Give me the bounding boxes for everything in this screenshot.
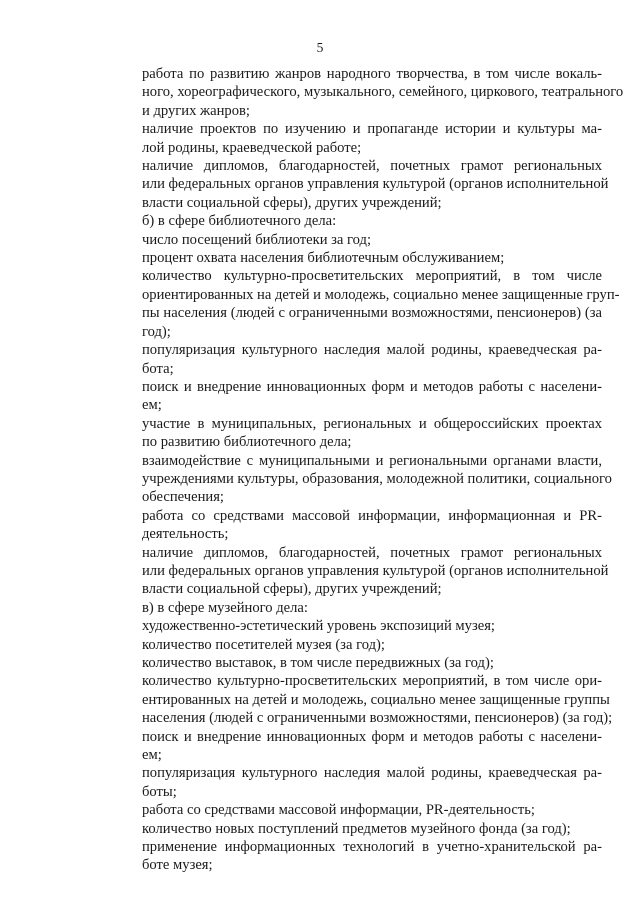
text-line: или федеральных органов управления культурой (органов исполнительной: [142, 176, 609, 193]
paragraph: [104, 672, 613, 727]
text-line: количество культурно-просветительских мероприятий, в том числе: [142, 268, 602, 285]
text-line: наличие дипломов, благодарностей, почетных грамот региональных: [142, 158, 602, 175]
text-line: ного, хореографического, музыкального, семейного, циркового, театрального: [142, 84, 624, 101]
text-line: наличие проектов по изучению и пропаганде истории и культуры ма-: [142, 121, 602, 138]
text-line: популяризация культурного наследия малой родины, краеведческая ра-: [142, 765, 602, 782]
paragraph: [104, 544, 609, 599]
text-line: работа по развитию жанров народного творчества, в том числе вокаль-: [142, 66, 602, 82]
paragraph: [104, 249, 602, 267]
text-line: или федеральных органов управления культурой (органов исполнительной: [142, 562, 609, 579]
text-line: год);: [142, 323, 171, 340]
text-line: населения (людей с ограниченными возможностями, пенсионеров) (за год);: [142, 710, 613, 727]
text-line: число посещений библиотеки за год;: [142, 231, 372, 248]
text-line: ем;: [142, 747, 162, 764]
text-line: работа со средствами массовой информации, информационная и PR-: [142, 507, 602, 524]
page-number: 5: [316, 40, 324, 55]
text-line: популяризация культурного наследия малой родины, краеведческая ра-: [142, 342, 602, 359]
text-line: количество посетителей музея (за год);: [142, 636, 385, 653]
text-line: б) в сфере библиотечного дела:: [142, 213, 337, 230]
text-line: применение информационных технологий в учетно-хранительской ра-: [142, 839, 602, 856]
text-line: учреждениями культуры, образования, молодежной политики, социального: [142, 470, 612, 487]
paragraph: [104, 452, 612, 507]
text-line: по развитию библиотечного дела;: [142, 434, 352, 451]
text-line: взаимодействие с муниципальными и региональными органами власти,: [142, 452, 602, 469]
paragraph: [104, 636, 602, 654]
text-line: наличие дипломов, благодарностей, почетных грамот региональных: [142, 544, 602, 561]
text-line: деятельность;: [142, 526, 229, 543]
text-line: и других жанров;: [142, 102, 250, 119]
text-line: власти социальной сферы), других учреждений;: [142, 194, 442, 211]
text-line: процент охвата населения библиотечным обслуживанием;: [142, 250, 505, 267]
text-line: участие в муниципальных, региональных и общероссийских проектах: [142, 415, 602, 432]
paragraph: [104, 65, 624, 120]
text-line: работа со средствами массовой информации, PR-деятельность;: [142, 802, 535, 819]
paragraph: [104, 838, 602, 875]
paragraph: [104, 267, 620, 341]
paragraph: [104, 617, 602, 635]
paragraph: [104, 120, 602, 157]
text-line: ориентированных на детей и молодежь, социально менее защищенные груп-: [142, 286, 620, 303]
paragraph: [104, 415, 602, 452]
text-line: количество выставок, в том числе передвижных (за год);: [142, 655, 494, 671]
text-line: пы населения (людей с ограниченными возможностями, пенсионеров) (за: [142, 305, 602, 322]
text-line: лой родины, краеведческой работе;: [142, 139, 362, 156]
paragraph: [104, 157, 609, 212]
text-line: боте музея;: [142, 857, 213, 874]
paragraph: [104, 728, 602, 765]
text-line: обеспечения;: [142, 489, 224, 506]
text-line: бота;: [142, 360, 174, 377]
text-line: власти социальной сферы), других учреждений;: [142, 581, 442, 598]
text-line: ентированных на детей и молодежь, социально менее защищенные группы: [142, 691, 610, 708]
paragraph: [104, 654, 602, 672]
text-line: боты;: [142, 783, 177, 800]
text-line: количество культурно-просветительских мероприятий, в том числе ори-: [142, 673, 602, 690]
paragraph: [104, 507, 602, 544]
text-line: ем;: [142, 397, 162, 414]
paragraph: [104, 212, 602, 230]
paragraph: [104, 764, 602, 801]
paragraph: [104, 231, 602, 249]
paragraph: [104, 378, 602, 415]
text-line: поиск и внедрение инновационных форм и методов работы с населени-: [142, 728, 602, 745]
paragraph: [104, 820, 602, 838]
paragraph: [104, 341, 602, 378]
text-line: художественно-эстетический уровень экспозиций музея;: [142, 618, 495, 635]
text-line: поиск и внедрение инновационных форм и методов работы с населени-: [142, 378, 602, 395]
paragraph: [104, 801, 602, 819]
text-line: количество новых поступлений предметов музейного фонда (за год);: [142, 820, 571, 837]
text-line: в) в сфере музейного дела:: [142, 599, 308, 616]
document-body: [104, 65, 624, 875]
paragraph: [104, 599, 602, 617]
